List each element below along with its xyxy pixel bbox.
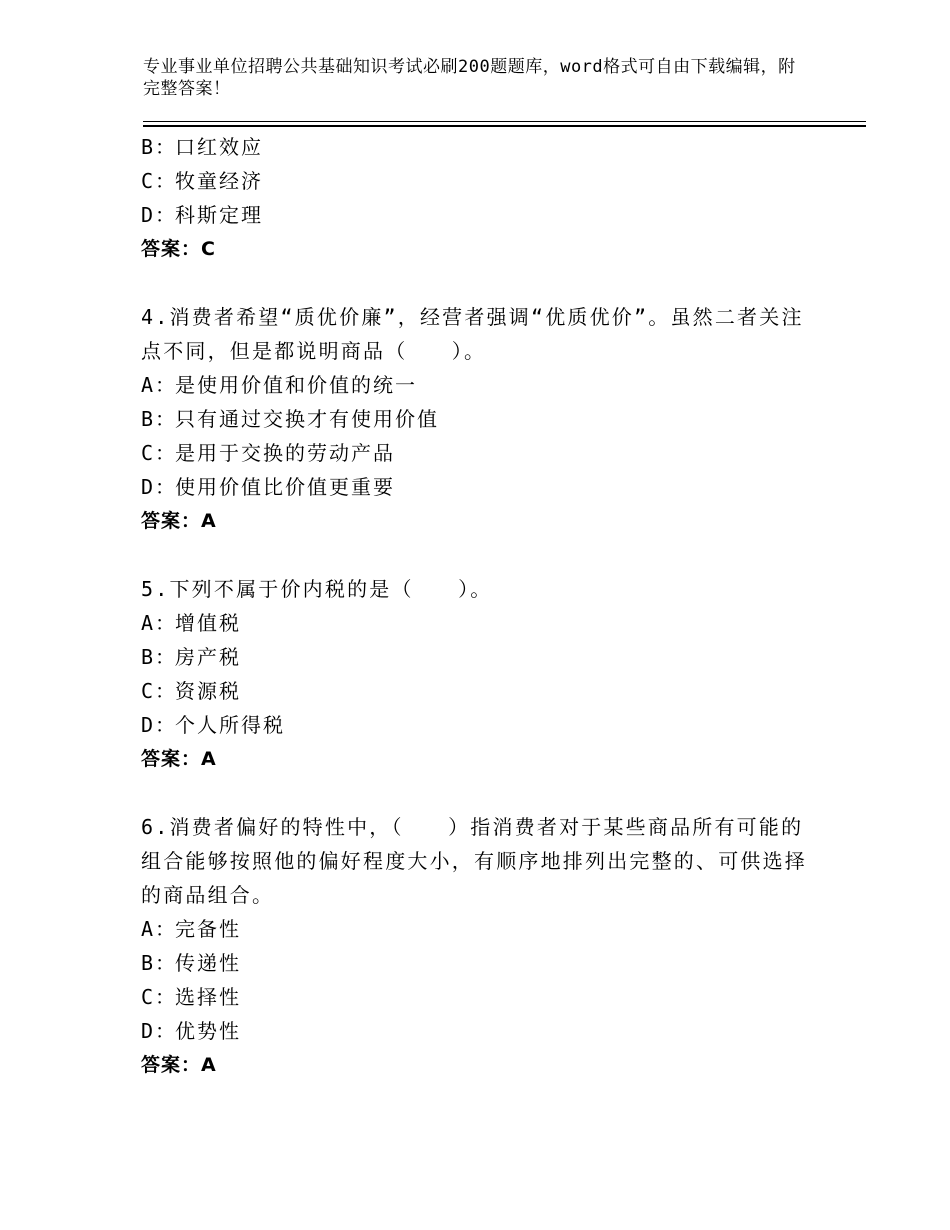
option-text: 是使用价值和价值的统一	[175, 373, 417, 397]
option-text: 是用于交换的劳动产品	[175, 441, 395, 465]
question-stem: 6.消费者偏好的特性中，（ ）指消费者对于某些商品所有可能的组合能够按照他的偏好程度大小，有顺序地排列出完整的、可供选择的商品组合。	[141, 815, 807, 907]
option-d	[141, 1014, 811, 1048]
option-label: A：	[141, 373, 178, 397]
question-content	[141, 130, 811, 1082]
option-text: 个人所得税	[175, 713, 285, 737]
option-label: B：	[141, 135, 178, 159]
option-b	[141, 130, 811, 164]
option-label: D：	[141, 1019, 178, 1043]
option-label: C：	[141, 679, 178, 703]
option-text: 增值税	[175, 611, 241, 635]
answer-line: 答案：A	[141, 748, 217, 770]
question-4	[141, 300, 811, 538]
option-label: B：	[141, 645, 178, 669]
question-3-continuation	[141, 130, 811, 266]
option-label: D：	[141, 475, 178, 499]
header-divider-thin	[143, 121, 866, 122]
question-stem: 4.消费者希望“质优价廉”，经营者强调“优质优价”。虽然二者关注点不同，但是都说明商品（ ）。	[141, 305, 804, 363]
option-c	[141, 674, 811, 708]
question-stem: 5.下列不属于价内税的是（ ）。	[141, 577, 493, 601]
option-b	[141, 640, 811, 674]
option-b	[141, 402, 811, 436]
option-text: 口红效应	[175, 135, 263, 159]
answer-line: 答案：A	[141, 510, 217, 532]
option-text: 牧童经济	[175, 169, 263, 193]
header-divider-thick	[143, 125, 866, 127]
option-text: 优势性	[175, 1019, 241, 1043]
option-a	[141, 912, 811, 946]
option-a	[141, 368, 811, 402]
option-b	[141, 946, 811, 980]
option-label: D：	[141, 713, 178, 737]
option-text: 完备性	[175, 917, 241, 941]
option-label: B：	[141, 407, 178, 431]
option-d	[141, 470, 811, 504]
option-text: 房产税	[175, 645, 241, 669]
option-label: B：	[141, 951, 178, 975]
answer-line: 答案：C	[141, 238, 216, 260]
option-label: A：	[141, 917, 178, 941]
question-5	[141, 572, 811, 776]
option-label: A：	[141, 611, 178, 635]
option-a	[141, 606, 811, 640]
option-text: 科斯定理	[175, 203, 263, 227]
page-header: 专业事业单位招聘公共基础知识考试必刷200题题库，word格式可自由下载编辑，附完整答案！	[143, 57, 796, 99]
option-c	[141, 980, 811, 1014]
option-label: C：	[141, 985, 178, 1009]
option-text: 只有通过交换才有使用价值	[175, 407, 439, 431]
question-6	[141, 810, 811, 1082]
option-d	[141, 708, 811, 742]
option-c	[141, 164, 811, 198]
option-label: C：	[141, 441, 178, 465]
option-c	[141, 436, 811, 470]
option-text: 资源税	[175, 679, 241, 703]
option-label: D：	[141, 203, 178, 227]
answer-line: 答案：A	[141, 1054, 217, 1076]
option-text: 选择性	[175, 985, 241, 1009]
option-label: C：	[141, 169, 178, 193]
option-text: 使用价值比价值更重要	[175, 475, 395, 499]
option-d	[141, 198, 811, 232]
option-text: 传递性	[175, 951, 241, 975]
